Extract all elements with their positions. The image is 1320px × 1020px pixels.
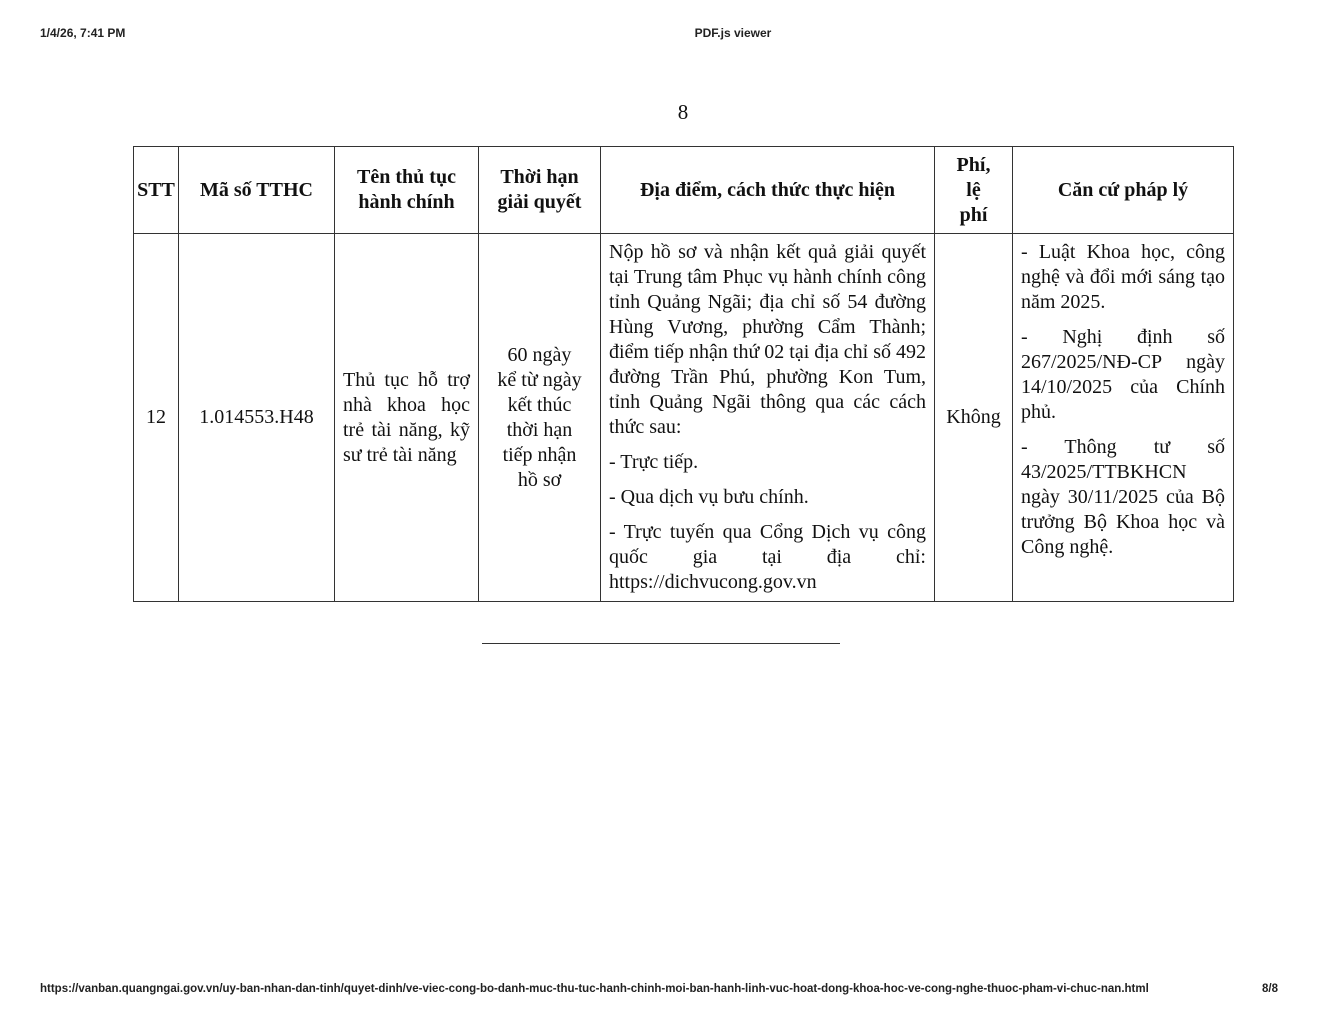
dia-diem-buu-chinh: - Qua dịch vụ bưu chính. [609, 486, 809, 508]
can-cu-nghi-dinh: - Nghị định số 267/2025/NĐ-CP ngày 14/10/2025 của Chính phủ. [1021, 326, 1225, 423]
dia-diem-truc-tuyen: - Trực tuyến qua Cổng Dịch vụ công quốc gia tại địa chỉ: [609, 521, 926, 568]
header-can-cu: Căn cứ pháp lý [1013, 147, 1234, 234]
cell-stt: 12 [134, 234, 179, 602]
header-phi: Phí, lệ phí [935, 147, 1013, 234]
header-stt: STT [134, 147, 179, 234]
print-title: PDF.js viewer [694, 26, 772, 40]
table-header-row [134, 147, 1234, 234]
page-number: 8 [677, 100, 689, 124]
cell-thoi-han: 60 ngày kể từ ngày kết thúc thời hạn tiếp nhận hồ sơ [479, 234, 601, 602]
procedure-table [133, 146, 1234, 602]
cell-can-cu [1013, 234, 1234, 602]
cell-ma-so: 1.014553.H48 [179, 234, 335, 602]
cell-dia-diem [601, 234, 935, 602]
footer-page-count: 8/8 [1262, 983, 1278, 995]
can-cu-luat: - Luật Khoa học, công nghệ và đổi mới sáng tạo năm 2025. [1021, 241, 1225, 313]
end-rule [482, 643, 840, 644]
footer-url: https://vanban.quangngai.gov.vn/uy-ban-nhan-dan-tinh/quyet-dinh/ve-viec-cong-bo-danh-muc-thu-tuc-hanh-chinh-moi-ban-hanh-linh-vuc-hoat-dong-khoa-hoc-ve-cong-nghe-thuoc-pham-vi-chuc-nan.html [40, 983, 1149, 995]
header-ma-so: Mã số TTHC [179, 147, 335, 234]
dia-diem-intro: Nộp hồ sơ và nhận kết quả giải quyết tại Trung tâm Phục vụ hành chính công tỉnh Quảng Ngãi; địa chỉ số 54 đường Hùng Vương, phường Cẩm Thành; điểm tiếp nhận thứ 02 tại địa chỉ số 492 đường Trần Phú, phường Kon Tum, tỉnh Quảng Ngãi thông qua các cách thức sau: [609, 241, 926, 438]
header-thoi-han: Thời hạn giải quyết [479, 147, 601, 234]
cell-ten-thu-tuc: Thủ tục hỗ trợ nhà khoa học trẻ tài năng, kỹ sư trẻ tài năng [335, 234, 479, 602]
can-cu-thong-tu: - Thông tư số 43/2025/TTBKHCN ngày 30/11/2025 của Bộ trưởng Bộ Khoa học và Công nghệ. [1021, 436, 1225, 558]
header-dia-diem: Địa điểm, cách thức thực hiện [601, 147, 935, 234]
header-ten-thu-tuc: Tên thủ tục hành chính [335, 147, 479, 234]
print-datetime: 1/4/26, 7:41 PM [40, 26, 126, 40]
dia-diem-url: https://dichvucong.gov.vn [609, 571, 817, 593]
cell-phi: Không [935, 234, 1013, 602]
dia-diem-truc-tiep: - Trực tiếp. [609, 451, 699, 473]
table-row [134, 234, 1234, 602]
